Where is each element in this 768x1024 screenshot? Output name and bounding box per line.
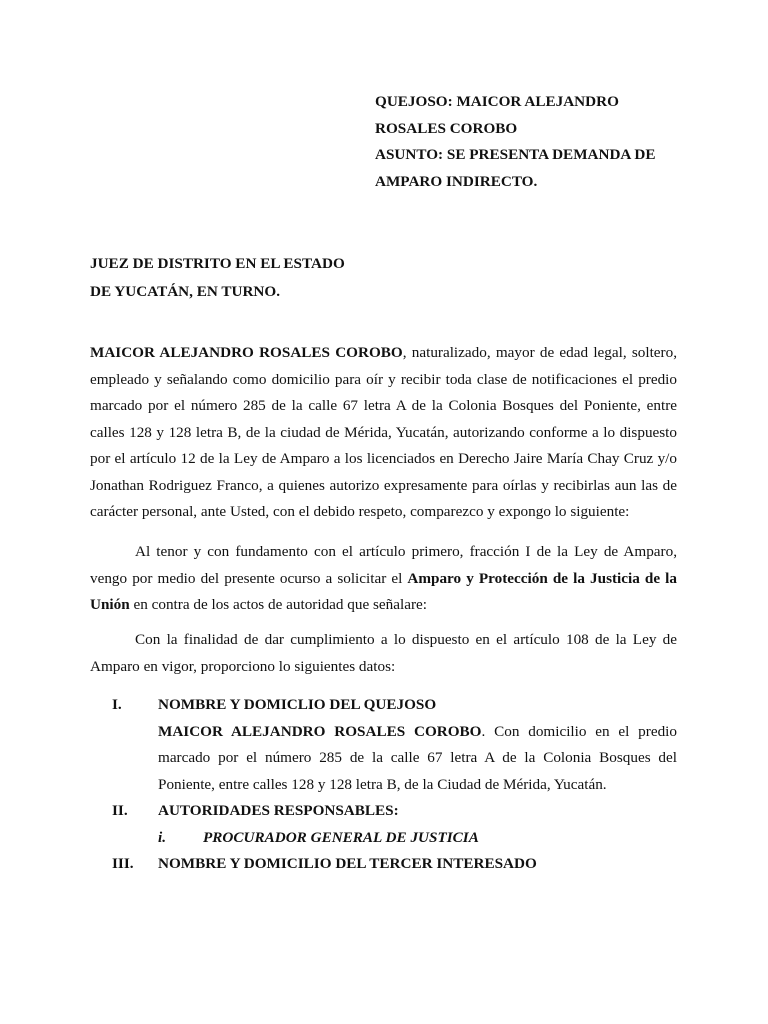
list-numeral: II. [112,802,128,819]
data-list [90,692,677,878]
list-item-body [158,798,677,851]
list-item-body [158,692,677,798]
sub-item [158,825,677,852]
addressee [90,250,410,306]
list-numeral: I. [112,696,122,713]
intro-text: , naturalizado, mayor de edad legal, soltero, empleado y señalando como domicilio para oír y recibir toda clase de notificaciones el predio marcado por el número 285 de la calle 67 letra A de la Colonia Bosques del Poniente, entre calles 128 y 128 letra B, de la ciudad de Mérida, Yucatán, autorizando conforme a lo dispuesto por el artículo 12 de la Ley de Amparo a los licenciados en Derecho Jaire María Chay Cruz y/o Jonathan Rodriguez Franco, a quienes autorizo expresamente para oírlas y recibirlas aun las de carácter personal, ante Usted, con el debido respeto, comparezco y expongo lo siguiente: [90,344,677,520]
request-text-before: Al tenor y con fundamento con el artículo primero, fracción I de la Ley de Amparo, vengo por medio del presente ocurso a solicitar el [90,543,677,587]
list-numeral: III. [112,855,134,872]
addressee-line-1: JUEZ DE DISTRITO EN EL ESTADO [90,255,345,272]
quejoso-middle-name: ALEJANDRO [524,93,619,110]
asunto-line-2: AMPARO INDIRECTO. [375,172,538,190]
list-item-title: AUTORIDADES RESPONSABLES: [158,802,399,819]
quejoso-address: . Con domicilio en el predio marcado por el número 285 de la calle 67 letra A de la Colonia Bosques del Poniente, entre calles 128 y 128 letra B, de la Ciudad de Mérida, Yucatán. [158,722,677,793]
data-intro-text: Con la finalidad de dar cumplimiento a lo dispuesto en el artículo 108 de la Ley de Amparo en vigor, proporciono lo siguientes datos: [90,631,677,675]
asunto-line [375,142,677,169]
quejoso-name: MAICOR ALEJANDRO ROSALES COROBO [158,722,482,740]
list-item-quejoso [90,692,677,798]
list-item-tercero [90,851,677,878]
list-item-body [158,851,677,878]
data-intro-paragraph [90,627,677,680]
header-block [375,89,677,195]
request-paragraph [90,539,677,619]
quejoso-surnames: ROSALES COROBO [375,119,518,137]
intro-paragraph [90,340,677,526]
quejoso-label: QUEJOSO: [375,93,453,110]
quejoso-first-name: MAICOR [456,93,522,110]
petitioner-name: MAICOR ALEJANDRO ROSALES COROBO [90,344,403,361]
sub-item-numeral: i. [158,828,167,846]
list-item-title: NOMBRE Y DOMICILIO DEL TERCER INTERESADO [158,855,537,872]
sub-item-text: PROCURADOR GENERAL DE JUSTICIA [203,828,479,846]
quejoso-line [375,89,677,116]
addressee-line-2: DE YUCATÁN, EN TURNO. [90,283,280,300]
list-item-autoridades [90,798,677,851]
request-bold-phrase: Amparo y Protección de la Justicia de la Unión [90,569,677,613]
list-item-title: NOMBRE Y DOMICLIO DEL QUEJOSO [158,696,437,713]
asunto-text: ASUNTO: SE PRESENTA DEMANDA DE [375,146,656,163]
request-text-after: en contra de los actos de autoridad que señalare: [129,596,427,613]
